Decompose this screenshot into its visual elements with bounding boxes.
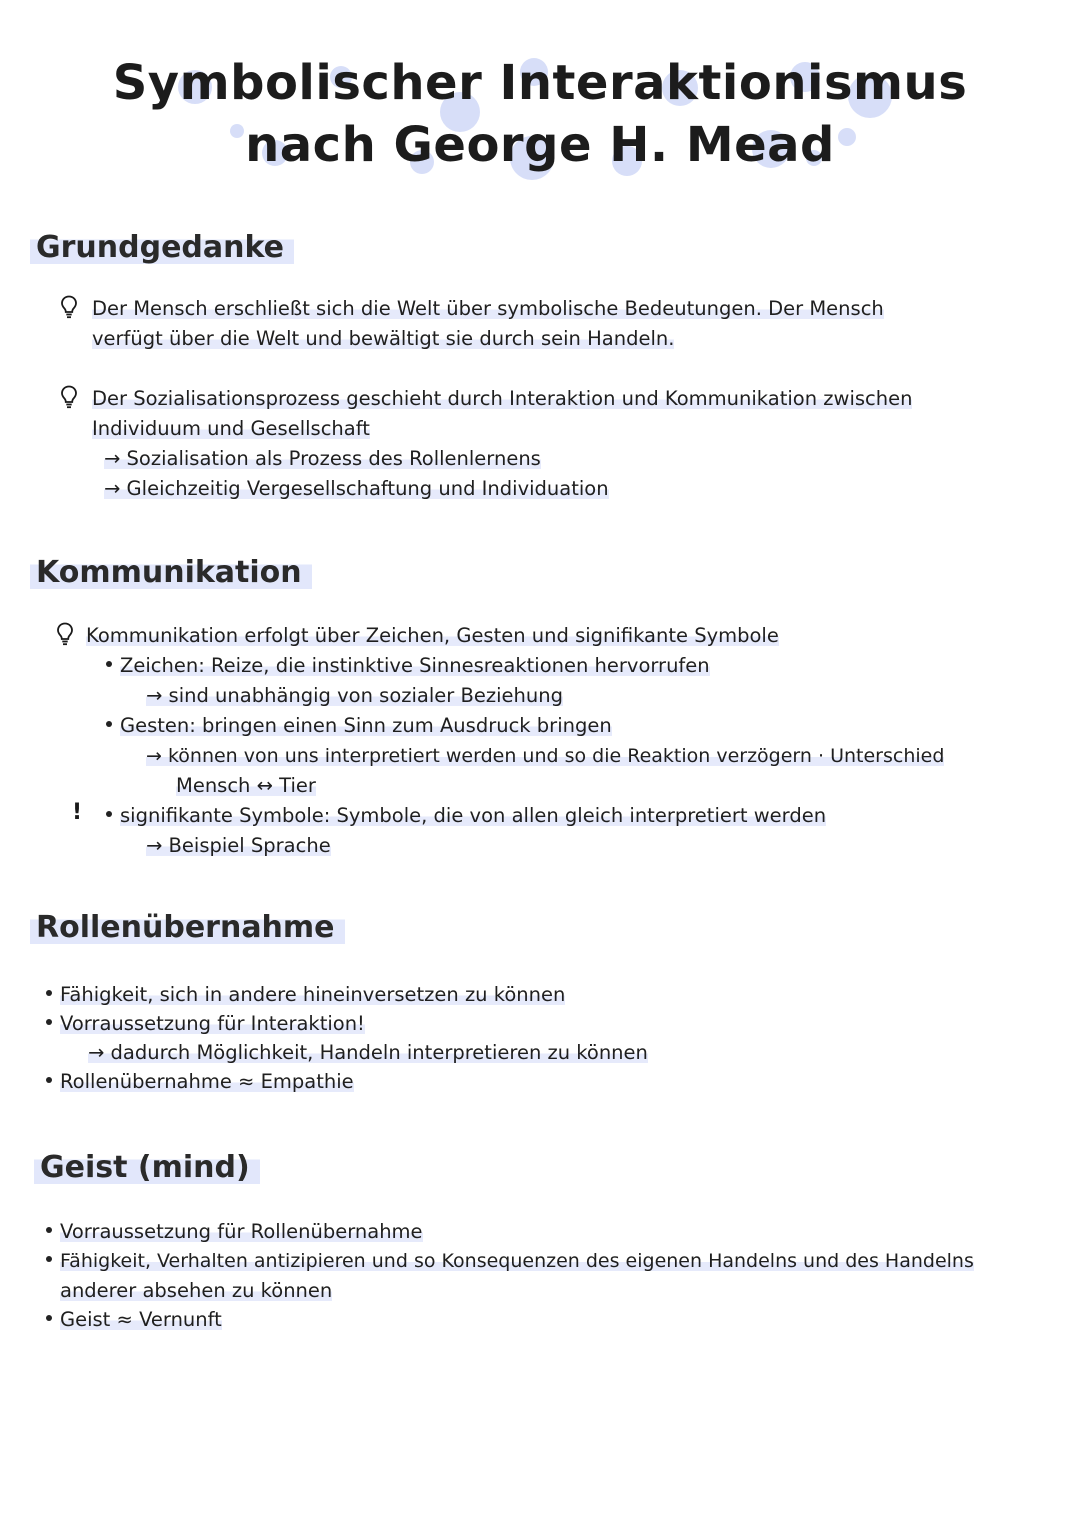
geist-bullet-2-line1 xyxy=(46,1247,974,1275)
bullet xyxy=(106,661,112,667)
bullet xyxy=(46,1019,52,1025)
lightbulb-icon xyxy=(56,622,74,646)
text: → Sozialisation als Prozess des Rollenlernens xyxy=(104,447,541,470)
title-line-1: Symbolischer Interaktionismus xyxy=(112,55,968,111)
rollen-bullet-2 xyxy=(46,1010,365,1038)
exclamation-mark: ! xyxy=(72,800,83,825)
text: Fähigkeit, sich in andere hineinversetzen zu können xyxy=(60,983,566,1006)
kommunikation-zeichen-arrow xyxy=(146,682,563,710)
bullet xyxy=(46,1315,52,1321)
kommunikation-symbole-arrow xyxy=(146,832,331,860)
rollen-bullet-2-arrow xyxy=(88,1039,648,1067)
text: verfügt über die Welt und bewältigt sie durch sein Handeln. xyxy=(92,327,675,350)
bullet xyxy=(46,1256,52,1262)
rollen-bullet-3 xyxy=(46,1068,354,1096)
lightbulb-icon xyxy=(60,385,78,409)
kommunikation-gesten-arrow-2 xyxy=(176,772,316,800)
text: → sind unabhängig von sozialer Beziehung xyxy=(146,684,563,707)
text: anderer absehen zu können xyxy=(60,1279,333,1302)
text: signifikante Symbole: Symbole, die von allen gleich interpretiert werden xyxy=(120,804,827,827)
text: Vorraussetzung für Interaktion! xyxy=(60,1012,365,1035)
grundgedanke-arrow-2 xyxy=(104,475,609,503)
text: Mensch ↔ Tier xyxy=(176,774,316,797)
bullet xyxy=(106,721,112,727)
grundgedanke-p2-line2 xyxy=(92,415,370,443)
text: Kommunikation erfolgt über Zeichen, Gesten und signifikante Symbole xyxy=(86,624,779,647)
text: → Gleichzeitig Vergesellschaftung und Individuation xyxy=(104,477,609,500)
text: → Beispiel Sprache xyxy=(146,834,331,857)
kommunikation-gesten xyxy=(106,712,612,740)
heading-grundgedanke: Grundgedanke xyxy=(30,228,294,267)
heading-kommunikation: Kommunikation xyxy=(30,553,312,592)
text: Gesten: bringen einen Sinn zum Ausdruck bringen xyxy=(120,714,612,737)
bullet xyxy=(46,990,52,996)
kommunikation-intro xyxy=(86,622,779,650)
heading-geist: Geist (mind) xyxy=(34,1148,260,1187)
bullet xyxy=(106,811,112,817)
text: Fähigkeit, Verhalten antizipieren und so Konsequenzen des eigenen Handelns und des Handelns xyxy=(60,1250,974,1272)
heading-rollenuebernahme: Rollenübernahme xyxy=(30,908,345,947)
rollen-bullet-1 xyxy=(46,981,565,1009)
grundgedanke-arrow-1 xyxy=(104,445,541,473)
geist-bullet-3 xyxy=(46,1306,222,1334)
text: → dadurch Möglichkeit, Handeln interpretieren zu können xyxy=(88,1041,648,1064)
kommunikation-zeichen xyxy=(106,652,710,680)
grundgedanke-p2-line1 xyxy=(92,385,912,413)
geist-bullet-1 xyxy=(46,1218,423,1246)
text: Geist ≈ Vernunft xyxy=(60,1308,222,1331)
page-title xyxy=(0,52,1080,176)
kommunikation-symbole xyxy=(106,802,826,830)
lightbulb-icon xyxy=(60,295,78,319)
bullet xyxy=(46,1227,52,1233)
text: Der Mensch erschließt sich die Welt über symbolische Bedeutungen. Der Mensch xyxy=(92,297,884,320)
grundgedanke-p1-line1 xyxy=(92,295,884,323)
text: Individuum und Gesellschaft xyxy=(92,417,370,440)
text: Vorraussetzung für Rollenübernahme xyxy=(60,1220,423,1243)
geist-bullet-2-line2 xyxy=(60,1277,332,1305)
title-line-2: nach George H. Mead xyxy=(245,117,835,173)
grundgedanke-p1-line2 xyxy=(92,325,674,353)
bullet xyxy=(46,1077,52,1083)
text: → können von uns interpretiert werden und so die Reaktion verzögern · Unterschied xyxy=(146,745,945,767)
kommunikation-gesten-arrow-1 xyxy=(146,742,944,770)
text: Der Sozialisationsprozess geschieht durch Interaktion und Kommunikation zwischen xyxy=(92,387,913,410)
text: Rollenübernahme ≈ Empathie xyxy=(60,1070,354,1093)
text: Zeichen: Reize, die instinktive Sinnesreaktionen hervorrufen xyxy=(120,654,710,677)
